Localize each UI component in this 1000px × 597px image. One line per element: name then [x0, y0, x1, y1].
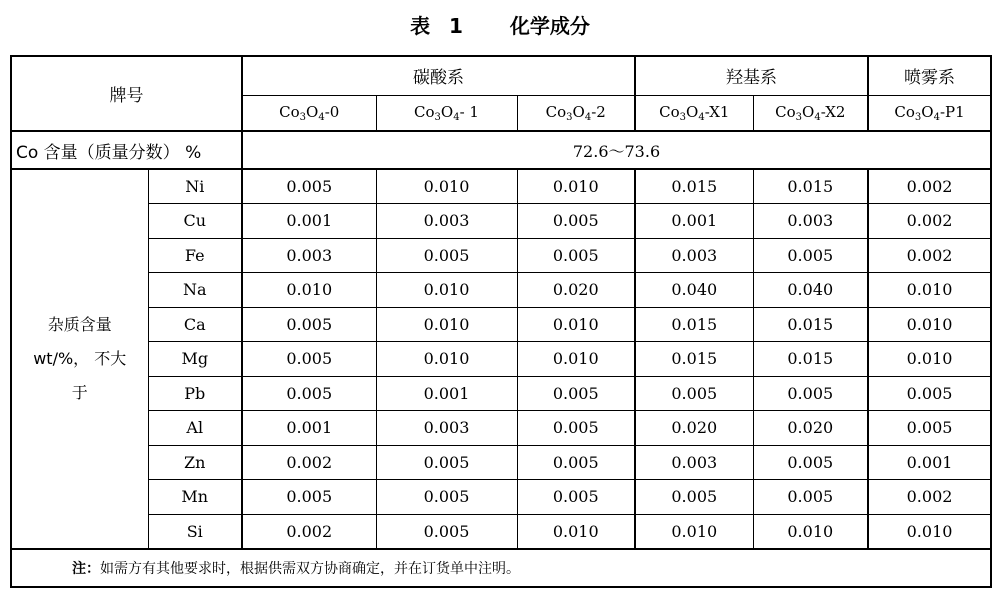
grade-sub1: 3: [679, 111, 686, 123]
table-row: [11, 411, 991, 446]
group-hydroxy: 羟基系: [635, 56, 868, 95]
impurity-value: 0.005: [868, 376, 991, 411]
impurity-value: 0.005: [376, 514, 517, 549]
impurity-value: 0.001: [868, 445, 991, 480]
impurity-value: 0.002: [868, 204, 991, 239]
grade-sub2: 4: [698, 111, 705, 123]
impurity-value: 0.005: [868, 411, 991, 446]
impurity-value: 0.040: [635, 273, 753, 308]
impurity-value: 0.005: [242, 307, 376, 342]
impurity-value: 0.005: [376, 445, 517, 480]
grade-sub1: 3: [299, 111, 307, 123]
grade-header: [517, 95, 635, 131]
grade-sub1: 3: [566, 111, 573, 123]
impurity-value: 0.005: [517, 445, 635, 480]
grade-mid: O: [440, 102, 454, 121]
element-symbol: Zn: [148, 445, 242, 480]
co-content-value: 72.6～73.6: [242, 131, 991, 169]
grade-sub2: 4: [453, 111, 460, 123]
impurity-value: 0.005: [753, 376, 868, 411]
impurity-value: 0.003: [242, 238, 376, 273]
table-row: [11, 169, 991, 204]
impurity-value: 0.005: [635, 480, 753, 515]
impurity-value: 0.002: [242, 514, 376, 549]
impurity-value: 0.020: [635, 411, 753, 446]
impurity-value: 0.005: [242, 376, 376, 411]
impurity-value: 0.005: [635, 376, 753, 411]
grade-base: Co: [894, 102, 915, 121]
grade-header: [753, 95, 868, 131]
grade-header: [635, 95, 753, 131]
impurity-value: 0.002: [868, 238, 991, 273]
impurity-value: 0.003: [635, 238, 753, 273]
impurity-value: 0.010: [517, 169, 635, 204]
co-content-label: Co 含量（质量分数） %: [11, 131, 242, 169]
grade-base: Co: [775, 102, 796, 121]
impurity-value: 0.003: [376, 411, 517, 446]
grade-header: [868, 95, 991, 131]
grade-sub1: 3: [434, 111, 441, 123]
grade-sub2: 4: [584, 111, 592, 123]
element-symbol: Ni: [148, 169, 242, 204]
impurity-value: 0.001: [376, 376, 517, 411]
impurity-value: 0.010: [517, 342, 635, 377]
impurity-value: 0.015: [635, 169, 753, 204]
impurity-value: 0.010: [868, 514, 991, 549]
grade-base: Co: [545, 102, 567, 121]
impurity-label-line2: wt/%， 不大: [33, 348, 127, 368]
grade-suffix: -0: [324, 102, 340, 121]
impurity-value: 0.005: [376, 238, 517, 273]
grade-base: Co: [659, 102, 680, 121]
impurity-value: 0.001: [242, 411, 376, 446]
grade-header: [242, 95, 376, 131]
grade-sub1: 3: [795, 111, 802, 123]
impurity-value: 0.010: [376, 273, 517, 308]
impurity-value: 0.010: [376, 307, 517, 342]
impurity-value: 0.005: [517, 411, 635, 446]
impurity-value: 0.003: [635, 445, 753, 480]
note-text: 如需方有其他要求时，根据供需双方协商确定，并在订货单中注明。: [100, 560, 520, 577]
table-row: [11, 445, 991, 480]
element-symbol: Mg: [148, 342, 242, 377]
impurity-value: 0.010: [753, 514, 868, 549]
impurity-value: 0.015: [635, 307, 753, 342]
impurity-value: 0.005: [517, 376, 635, 411]
group-spray: 喷雾系: [868, 56, 991, 95]
table-title: [0, 10, 1000, 39]
impurity-value: 0.005: [517, 480, 635, 515]
impurity-value: 0.005: [517, 204, 635, 239]
table-row: [11, 238, 991, 273]
grade-mid: O: [306, 102, 319, 121]
impurity-value: 0.005: [517, 238, 635, 273]
impurity-value: 0.010: [517, 514, 635, 549]
grade-suffix: - 1: [459, 102, 479, 121]
impurity-value: 0.005: [753, 445, 868, 480]
element-symbol: Si: [148, 514, 242, 549]
impurity-label-line1: 杂质含量: [47, 314, 112, 334]
impurity-value: 0.010: [635, 514, 753, 549]
impurity-value: 0.005: [242, 480, 376, 515]
table-note: [11, 549, 991, 587]
table-row: [11, 376, 991, 411]
grade-suffix: -2: [591, 102, 606, 121]
impurity-value: 0.010: [868, 273, 991, 308]
impurity-value: 0.010: [376, 169, 517, 204]
table-row: [11, 204, 991, 239]
impurity-value: 0.015: [753, 307, 868, 342]
impurity-value: 0.005: [242, 169, 376, 204]
impurity-value: 0.005: [753, 480, 868, 515]
title-prefix: 表: [410, 14, 431, 38]
grade-sub2: 4: [933, 111, 940, 123]
impurity-value: 0.003: [753, 204, 868, 239]
impurity-label-line3: 于: [71, 382, 88, 402]
grade-suffix: -P1: [939, 102, 965, 121]
impurity-label: [11, 169, 148, 549]
grade-mid: O: [686, 102, 699, 121]
impurity-value: 0.020: [517, 273, 635, 308]
impurity-value: 0.005: [376, 480, 517, 515]
element-symbol: Al: [148, 411, 242, 446]
table-row: [11, 273, 991, 308]
impurity-value: 0.005: [753, 238, 868, 273]
grade-base: Co: [414, 102, 435, 121]
title-number: 1: [449, 14, 463, 38]
impurity-value: 0.010: [376, 342, 517, 377]
table-row: [11, 307, 991, 342]
impurity-value: 0.015: [635, 342, 753, 377]
impurity-value: 0.010: [868, 342, 991, 377]
note-prefix: 注：: [72, 560, 100, 577]
impurity-value: 0.015: [753, 342, 868, 377]
element-symbol: Fe: [148, 238, 242, 273]
grade-mid: O: [572, 102, 585, 121]
element-symbol: Ca: [148, 307, 242, 342]
table-row: [11, 514, 991, 549]
impurity-value: 0.001: [242, 204, 376, 239]
impurity-value: 0.001: [635, 204, 753, 239]
grade-suffix: -X2: [820, 102, 846, 121]
impurity-value: 0.010: [242, 273, 376, 308]
group-carbonate: 碳酸系: [242, 56, 635, 95]
impurity-value: 0.015: [753, 169, 868, 204]
grade-header: [376, 95, 517, 131]
impurity-value: 0.020: [753, 411, 868, 446]
grade-mid: O: [802, 102, 815, 121]
table-row: [11, 480, 991, 515]
table-row: [11, 342, 991, 377]
impurity-value: 0.002: [868, 169, 991, 204]
impurity-value: 0.003: [376, 204, 517, 239]
impurity-value: 0.010: [517, 307, 635, 342]
chemical-composition-table: [10, 55, 992, 588]
element-symbol: Pb: [148, 376, 242, 411]
brand-label: 牌号: [11, 56, 242, 131]
grade-mid: O: [921, 102, 934, 121]
grade-sub2: 4: [318, 111, 325, 123]
impurity-value: 0.002: [242, 445, 376, 480]
element-symbol: Mn: [148, 480, 242, 515]
impurity-value: 0.010: [868, 307, 991, 342]
element-symbol: Cu: [148, 204, 242, 239]
grade-suffix: -X1: [704, 102, 730, 121]
grade-sub1: 3: [914, 111, 922, 123]
impurity-value: 0.040: [753, 273, 868, 308]
impurity-value: 0.002: [868, 480, 991, 515]
grade-sub2: 4: [814, 111, 821, 123]
grade-base: Co: [279, 102, 300, 121]
impurity-value: 0.005: [242, 342, 376, 377]
element-symbol: Na: [148, 273, 242, 308]
title-text: 化学成分: [509, 14, 590, 38]
